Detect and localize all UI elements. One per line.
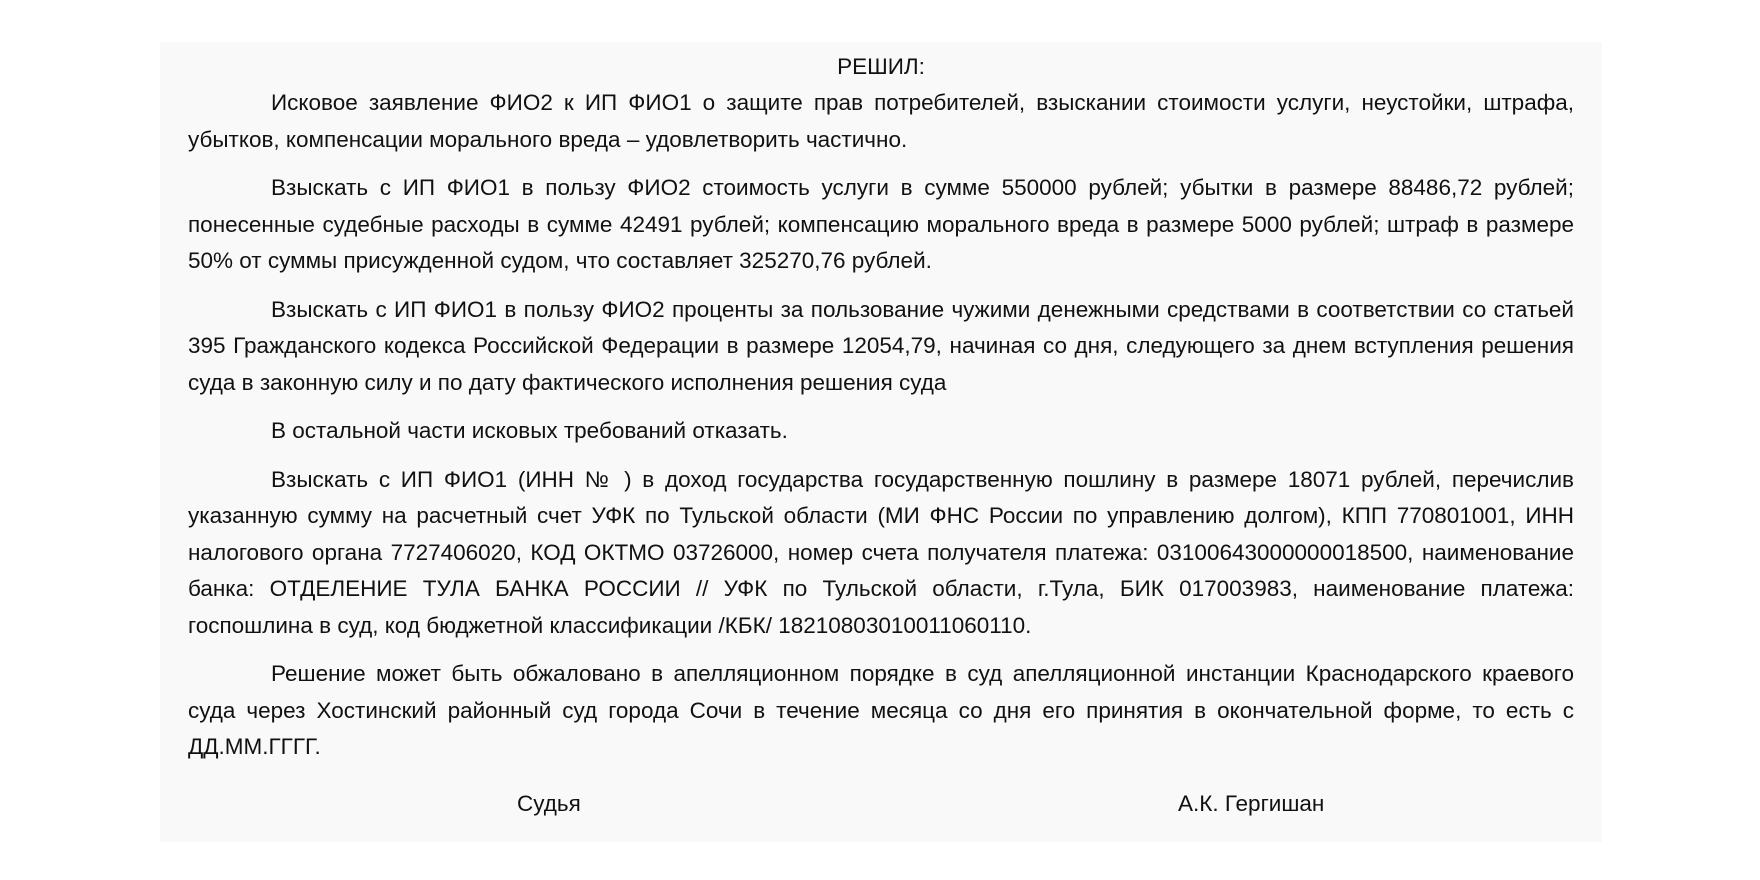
paragraph-claim-partially-granted: Исковое заявление ФИО2 к ИП ФИО1 о защите прав потребителей, взыскании стоимости услуги, неустойки, штрафа, убытков, компенсации морального вреда – удовлетворить частично. xyxy=(188,90,1574,152)
judge-title: Судья xyxy=(517,791,581,816)
paragraph-interest: Взыскать с ИП ФИО1 в пользу ФИО2 проценты за пользование чужими денежными средствами в соответствии со статьей 395 Гражданского кодекса Российской Федерации в размере 12054,79, начиная со дня, следующего за днем вступления решения суда в законную силу и по дату фактического исполнения решения суда xyxy=(188,296,1574,395)
paragraph-appeal: Решение может быть обжаловано в апелляционном порядке в суд апелляционной инстанции Краснодарского краевого суда через Хостинский районный суд города Сочи в течение месяца со дня его принятия в окончательной форме, то есть с ДД.ММ.ГГГГ. xyxy=(188,661,1574,759)
paragraph-recovery-amounts: Взыскать с ИП ФИО1 в пользу ФИО2 стоимость услуги в сумме 550000 рублей; убытки в размере 88486,72 рублей; понесенные судебные расходы в сумме 42491 рублей; компенсацию морального вреда в размере 5000 рублей; штраф в размере 50% от суммы присужденной судом, что составляет 325270,76 рублей. xyxy=(188,175,1574,273)
paragraph-state-duty: Взыскать с ИП ФИО1 (ИНН № ) в доход государства государственную пошлину в размере 18071 рублей, перечислив указанную сумму на расчетный счет УФК по Тульской области (МИ ФНС России по управлению долгом), КПП 770801001, ИНН налогового органа 7727406020, КОД ОКТМО 03726000, номер счета получателя платежа: 03100643000000018500, наименование банка: ОТДЕЛЕНИЕ ТУЛА БАНКА РОССИИ // УФК по Тульской области, г.Тула, БИК 017003983, наименование платежа: госпошлина в суд, код бюджетной классификации /КБК/ 18210803010011060110. xyxy=(188,466,1574,638)
document-page xyxy=(160,42,1602,842)
judge-name: А.К. Гергишан xyxy=(1178,791,1325,816)
paragraph-rest-denied: В остальной части исковых требований отказать. xyxy=(271,418,788,443)
decision-heading: РЕШИЛ: xyxy=(837,54,925,79)
signature-line xyxy=(160,786,1602,822)
